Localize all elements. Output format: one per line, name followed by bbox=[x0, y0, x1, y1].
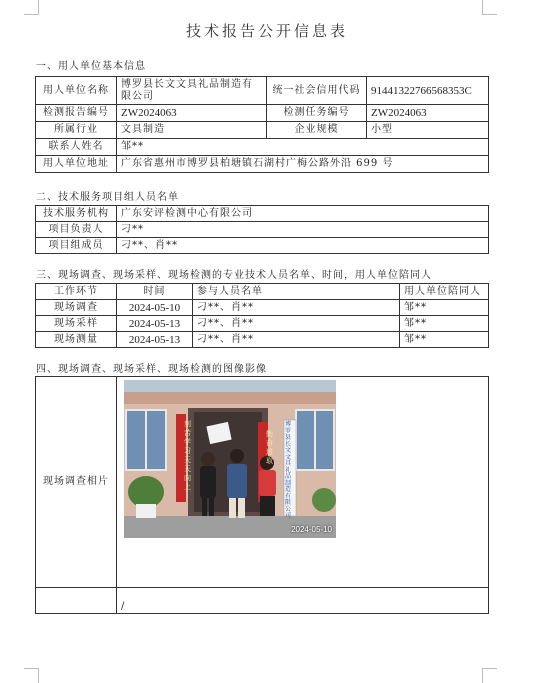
credit-code-value: 91441322766568353C bbox=[367, 77, 489, 105]
table-row bbox=[36, 300, 489, 316]
table-row bbox=[36, 332, 489, 348]
stage-cell: 现场采样 bbox=[36, 316, 117, 332]
scale-value: 小型 bbox=[367, 122, 489, 139]
document-title: 技术报告公开信息表 bbox=[185, 22, 348, 40]
leader-value: 刁** bbox=[117, 222, 489, 238]
section-heading-field: 三、现场调查、现场采样、现场检测的专业技术人员名单、时间，用人单位陪同人 bbox=[36, 270, 432, 281]
industry-value: 文具制造 bbox=[117, 122, 267, 139]
unit-name-label: 用人单位名称 bbox=[36, 77, 117, 105]
photo-label: 现场调查相片 bbox=[36, 377, 117, 588]
field-work-table bbox=[35, 283, 489, 348]
industry-label: 所属行业 bbox=[36, 122, 117, 139]
task-no-label: 检测任务编号 bbox=[267, 105, 367, 122]
escort-cell: 邹** bbox=[400, 316, 489, 332]
people-cell: 刁**、肖** bbox=[193, 332, 400, 348]
date-cell: 2024-05-13 bbox=[117, 316, 193, 332]
section-heading-images: 四、现场调查、现场采样、现场检测的图像影像 bbox=[36, 364, 267, 375]
section-heading-team: 二、技术服务项目组人员名单 bbox=[36, 192, 179, 203]
contact-value: 邹** bbox=[117, 139, 489, 156]
credit-code-label: 统一社会信用代码 bbox=[267, 77, 367, 105]
stage-cell: 现场调查 bbox=[36, 300, 117, 316]
date-cell: 2024-05-10 bbox=[117, 300, 193, 316]
page-corner-mark bbox=[482, 668, 497, 683]
scale-label: 企业规模 bbox=[267, 122, 367, 139]
task-no-value: ZW2024063 bbox=[367, 105, 489, 122]
site-survey-photo bbox=[124, 380, 336, 538]
stage-cell: 现场测量 bbox=[36, 332, 117, 348]
photo-banner-right2: 勤奋进取 bbox=[266, 430, 273, 465]
leader-label: 项目负责人 bbox=[36, 222, 117, 238]
members-value: 刁**、肖** bbox=[117, 238, 489, 254]
page-corner-mark bbox=[24, 668, 39, 683]
people-cell: 刁**、肖** bbox=[193, 300, 400, 316]
photo-company-sign: 博罗县长文文具礼品制造有限公司 bbox=[285, 421, 292, 519]
photo-banner-left: 刻苦学习天天向上 bbox=[184, 420, 191, 491]
members-label: 项目组成员 bbox=[36, 238, 117, 254]
table-row bbox=[36, 316, 489, 332]
org-label: 技术服务机构 bbox=[36, 206, 117, 222]
address-label: 用人单位地址 bbox=[36, 156, 117, 173]
section-heading-basic: 一、用人单位基本信息 bbox=[36, 61, 146, 72]
photo-timestamp: 2024-05-10 bbox=[291, 525, 332, 534]
escort-cell: 邹** bbox=[400, 300, 489, 316]
contact-label: 联系人姓名 bbox=[36, 139, 117, 156]
header-stage: 工作环节 bbox=[36, 284, 117, 300]
people-cell: 刁**、肖** bbox=[193, 316, 400, 332]
header-date: 时间 bbox=[117, 284, 193, 300]
org-value: 广东安评检测中心有限公司 bbox=[117, 206, 489, 222]
address-value: 广东省惠州市博罗县柏塘镇石湖村广梅公路外沿 699 号 bbox=[117, 156, 489, 173]
page-corner-mark bbox=[24, 0, 39, 15]
unit-name-value: 博罗县长文文具礼品制造有限公司 bbox=[117, 77, 267, 105]
header-people: 参与人员名单 bbox=[193, 284, 400, 300]
note-value: / bbox=[117, 588, 489, 614]
report-no-label: 检测报告编号 bbox=[36, 105, 117, 122]
basic-info-table bbox=[35, 76, 489, 173]
report-no-value: ZW2024063 bbox=[117, 105, 267, 122]
team-table bbox=[35, 205, 489, 254]
escort-cell: 邹** bbox=[400, 332, 489, 348]
page-corner-mark bbox=[482, 0, 497, 15]
date-cell: 2024-05-13 bbox=[117, 332, 193, 348]
note-label-cell bbox=[36, 588, 117, 614]
header-escort: 用人单位陪同人 bbox=[400, 284, 489, 300]
